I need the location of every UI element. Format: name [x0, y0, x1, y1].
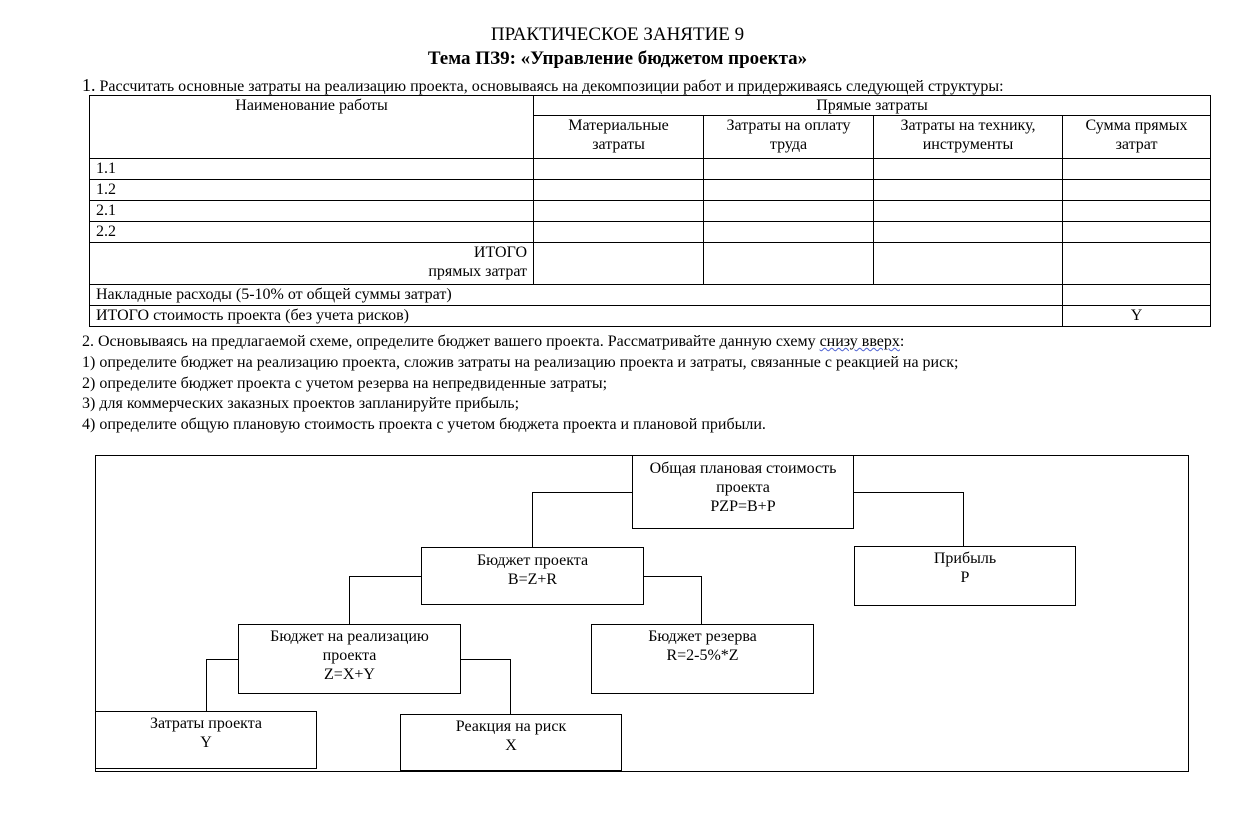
table-header-row — [90, 96, 1211, 116]
connector-budget-impl — [349, 576, 422, 625]
task-2-step-3: 3) для коммерческих заказных проектов запланируйте прибыль; — [82, 395, 520, 412]
box-project-costs: Затраты проекта Y — [95, 711, 317, 769]
total-project-row — [90, 306, 1211, 327]
box-project-budget: Бюджет проекта B=Z+R — [421, 547, 644, 605]
task-2-step-4: 4) определите общую плановую стоимость проекта с учетом бюджета проекта и плановой прибыли. — [82, 416, 766, 433]
overhead-row — [90, 285, 1211, 306]
box-implementation-budget: Бюджет на реализацию проекта Z=X+Y — [238, 624, 461, 694]
header-work: Наименование работы — [90, 96, 534, 159]
header-equipment: Затраты на технику, инструменты — [874, 116, 1063, 159]
box-risk-response: Реакция на риск X — [400, 714, 622, 771]
box-reserve-budget: Бюджет резерва R=2-5%*Z — [591, 624, 814, 694]
total-project-value: Y — [1063, 306, 1211, 327]
row-label: 2.1 — [90, 201, 534, 222]
header-material: Материальные затраты — [534, 116, 704, 159]
connector-budget-reserve — [643, 576, 702, 625]
row-label: 1.2 — [90, 180, 534, 201]
connector-total-profit — [853, 492, 964, 547]
total-direct-row — [90, 243, 1211, 285]
connector-impl-risk — [460, 659, 511, 715]
task-2-intro: 2. Основываясь на предлагаемой схеме, определите бюджет вашего проекта. Рассматривайте данную схему снизу вверх: — [82, 333, 905, 350]
header-direct-costs: Прямые затраты — [534, 96, 1211, 116]
box-total-planned-cost: Общая плановая стоимость проекта PZP=B+P — [632, 455, 854, 529]
total-project-label: ИТОГО стоимость проекта (без учета рисков) — [90, 306, 1063, 327]
header-labor: Затраты на оплату труда — [704, 116, 874, 159]
table-row — [90, 222, 1211, 243]
cost-table — [89, 95, 1211, 327]
table-row — [90, 201, 1211, 222]
table-row — [90, 159, 1211, 180]
task-1-text: Рассчитать основные затраты на реализацию проекта, основываясь на декомпозиции работ и придерживаясь следующей структуры: — [99, 78, 1004, 95]
page-topic: Тема ПЗ9: «Управление бюджетом проекта» — [427, 48, 808, 69]
row-label: 2.2 — [90, 222, 534, 243]
box-profit: Прибыль P — [854, 546, 1076, 606]
page-title: ПРАКТИЧЕСКОЕ ЗАНЯТИЕ 9 — [490, 24, 745, 45]
header-sum: Сумма прямых затрат — [1063, 116, 1211, 159]
task-1 — [82, 75, 1004, 96]
task-1-number: 1. — [82, 75, 96, 95]
task-2-step-1: 1) определите бюджет на реализацию проекта, сложив затраты на реализацию проекта и затраты, связанные с реакцией на риск; — [82, 354, 959, 371]
row-label: 1.1 — [90, 159, 534, 180]
task-2-step-2: 2) определите бюджет проекта с учетом резерва на непредвиденные затраты; — [82, 375, 608, 392]
connector-total-budget — [532, 492, 633, 548]
table-row — [90, 180, 1211, 201]
connector-impl-costs — [206, 659, 239, 712]
bottom-up-phrase: снизу вверх — [819, 333, 900, 350]
overhead-label: Накладные расходы (5-10% от общей суммы затрат) — [90, 285, 1063, 306]
total-direct-label: ИТОГО прямых затрат — [90, 243, 534, 285]
